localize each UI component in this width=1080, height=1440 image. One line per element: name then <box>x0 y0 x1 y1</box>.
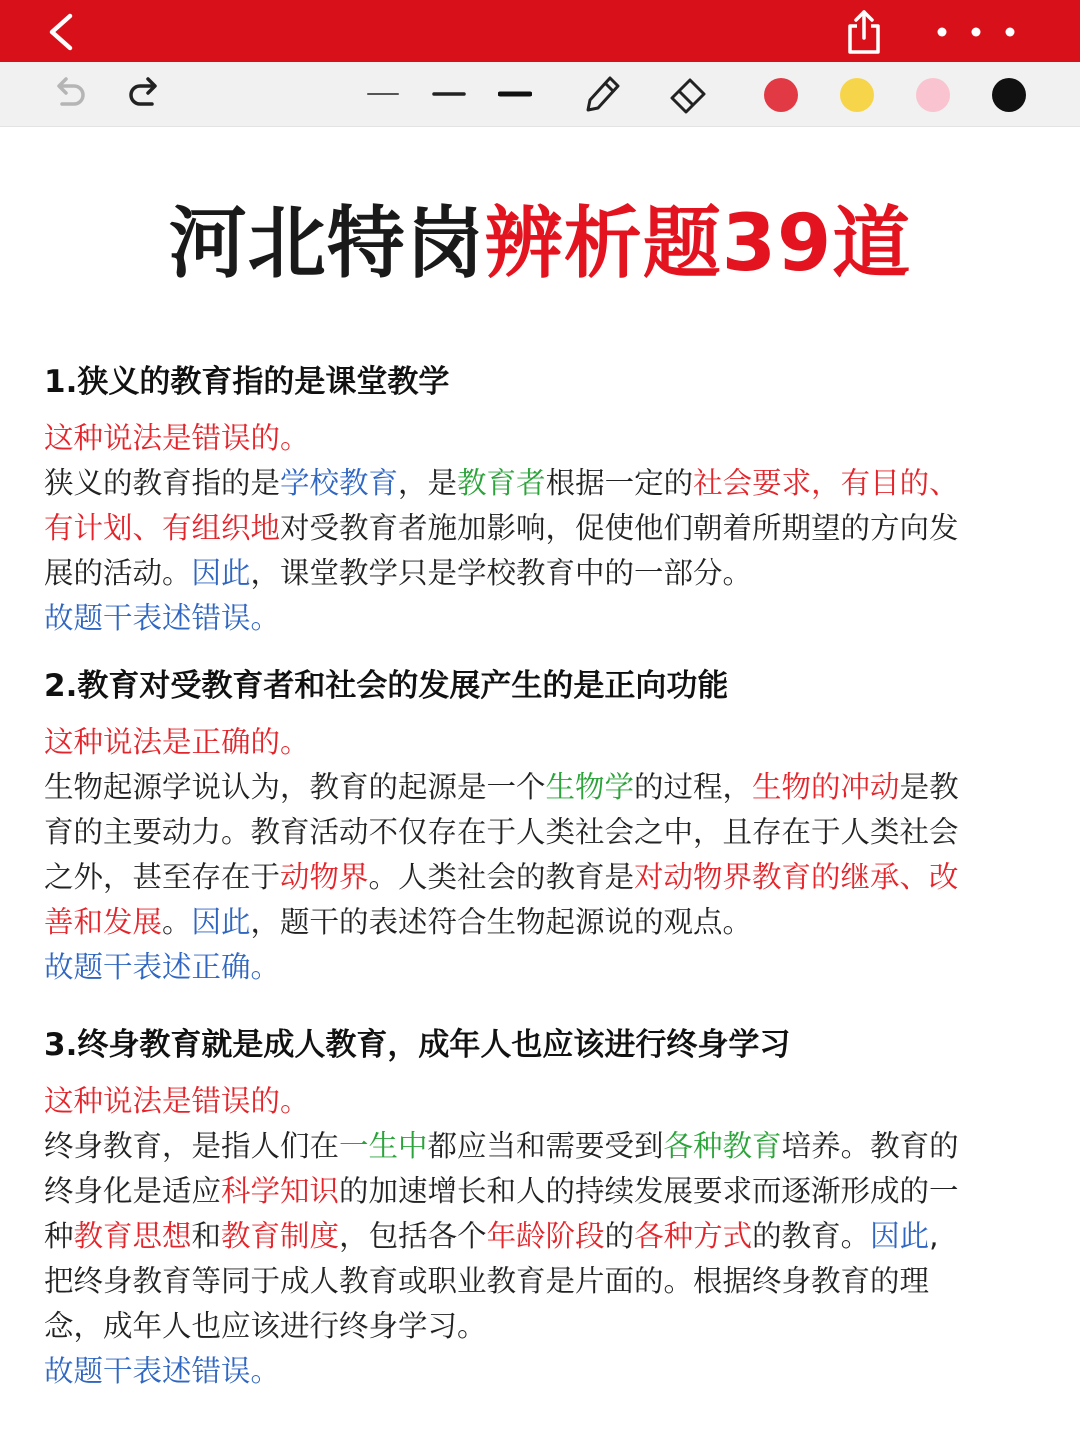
top-bar <box>0 0 1080 62</box>
question-3-line: 念，成年人也应该进行终身学习。 <box>44 1309 487 1343</box>
title-part-red: 辨析题39道 <box>484 199 912 289</box>
question-2-conclusion: 故题干表述正确。 <box>44 950 281 984</box>
pencil-icon[interactable] <box>580 72 624 116</box>
color-swatch-red[interactable] <box>764 78 798 112</box>
question-1-verdict: 这种说法是错误的。 <box>44 421 310 455</box>
color-swatch-yellow[interactable] <box>840 78 874 112</box>
question-3-verdict: 这种说法是错误的。 <box>44 1084 310 1118</box>
question-3-line: 终身教育，是指人们在一生中都应当和需要受到各种教育培养。教育的 <box>44 1129 959 1163</box>
more-dots-icon[interactable] <box>930 22 1026 42</box>
question-3-line: 种教育思想和教育制度，包括各个年龄阶段的各种方式的教育。因此, <box>44 1219 939 1253</box>
question-3-conclusion: 故题干表述错误。 <box>44 1354 281 1388</box>
question-2-line: 善和发展。因此，题干的表述符合生物起源说的观点。 <box>44 905 753 939</box>
question-3-line: 终身化是适应科学知识的加速增长和人的持续发展要求而逐渐形成的一 <box>44 1174 959 1208</box>
redo-icon[interactable] <box>126 72 166 116</box>
question-1-line: 狭义的教育指的是学校教育，是教育者根据一定的社会要求，有目的、 <box>44 466 959 500</box>
color-swatch-black[interactable] <box>992 78 1026 112</box>
color-swatch-pink[interactable] <box>916 78 950 112</box>
undo-icon[interactable] <box>48 72 88 116</box>
share-icon[interactable] <box>840 8 888 56</box>
question-1-heading: 1.狭义的教育指的是课堂教学 <box>44 364 450 400</box>
question-1-line: 展的活动。因此，课堂教学只是学校教育中的一部分。 <box>44 556 753 590</box>
question-3-heading: 3.终身教育就是成人教育，成年人也应该进行终身学习 <box>44 1027 791 1063</box>
eraser-icon[interactable] <box>666 72 710 116</box>
question-2-line: 生物起源学说认为，教育的起源是一个生物学的过程，生物的冲动是教 <box>44 770 959 804</box>
question-1-line: 有计划、有组织地对受教育者施加影响，促使他们朝着所期望的方向发 <box>44 511 959 545</box>
question-2-line: 育的主要动力。教育活动不仅存在于人类社会之中，且存在于人类社会 <box>44 815 959 849</box>
question-1-conclusion: 故题干表述错误。 <box>44 601 281 635</box>
thick-line-icon[interactable] <box>498 72 532 116</box>
thin-line-icon[interactable] <box>366 72 400 116</box>
title-part-black: 河北特岗 <box>168 199 485 289</box>
question-2-line: 之外，甚至存在于动物界。人类社会的教育是对动物界教育的继承、改 <box>44 860 959 894</box>
medium-line-icon[interactable] <box>432 72 466 116</box>
chevron-left-icon[interactable] <box>42 12 82 52</box>
page-title <box>0 196 1080 292</box>
question-2-heading: 2.教育对受教育者和社会的发展产生的是正向功能 <box>44 668 729 704</box>
question-3-line: 把终身教育等同于成人教育或职业教育是片面的。根据终身教育的理 <box>44 1264 930 1298</box>
question-2-verdict: 这种说法是正确的。 <box>44 725 310 759</box>
